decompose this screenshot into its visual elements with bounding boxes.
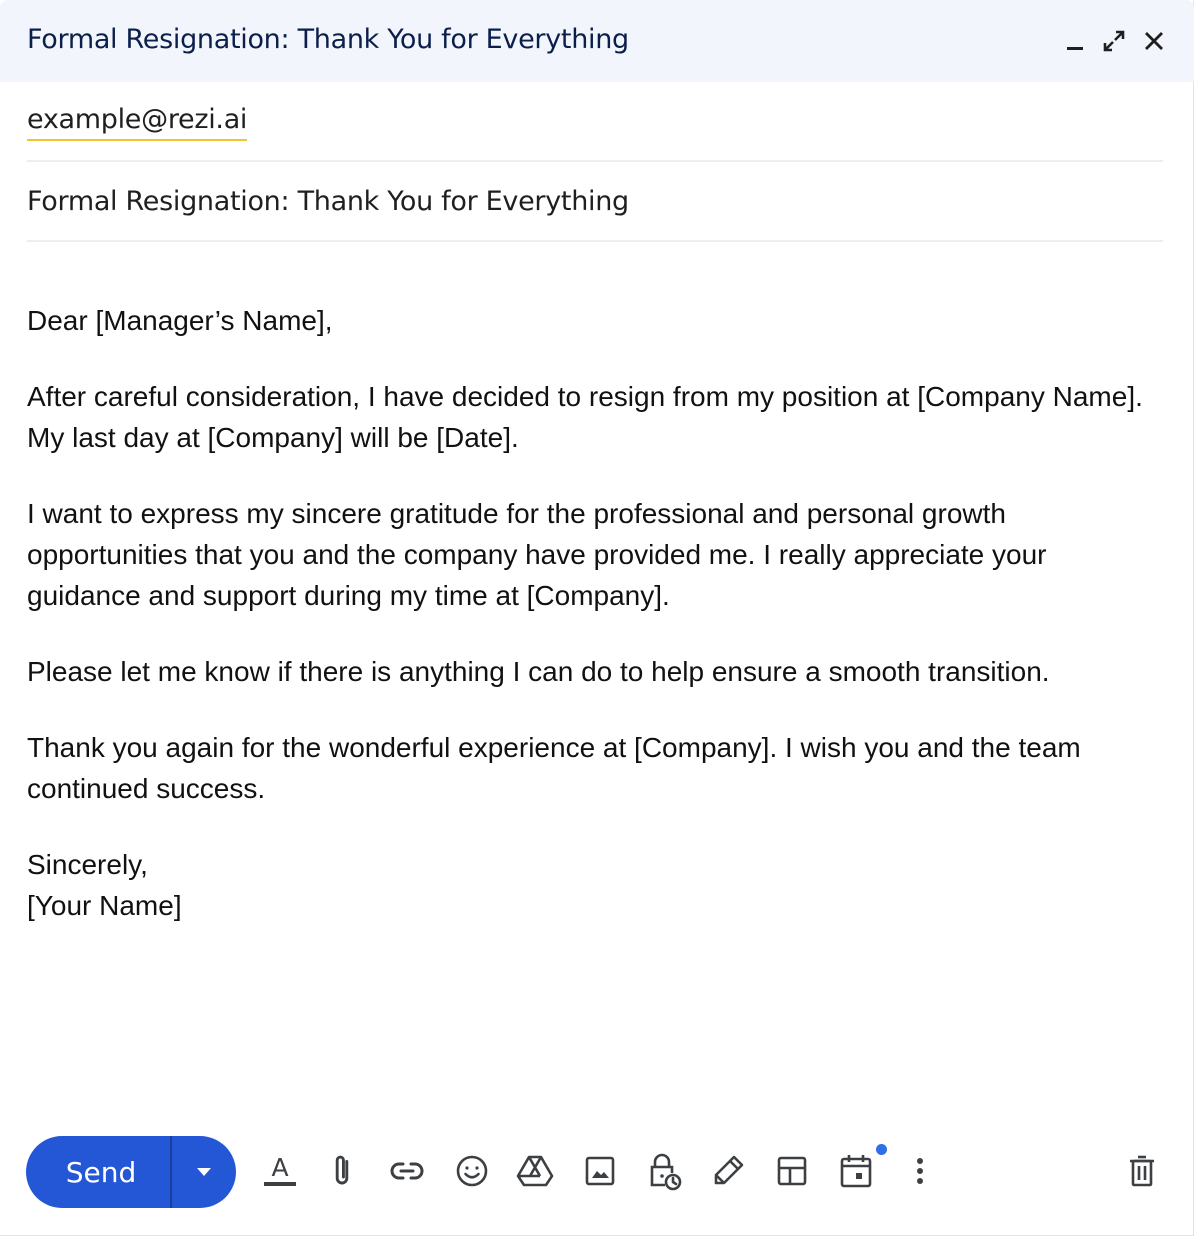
subject-field[interactable] xyxy=(27,162,1163,242)
recipient-chip[interactable]: example@rezi.ai xyxy=(27,104,247,141)
body-paragraph: After careful consideration, I have decided to resign from my position at [Company Name]. My last day at [Company] will be [Date]. xyxy=(27,381,1143,453)
message-body[interactable] xyxy=(27,300,1167,926)
confidential-icon[interactable] xyxy=(644,1150,684,1192)
drive-icon[interactable] xyxy=(515,1150,555,1192)
body-paragraph: Please let me know if there is anything I can do to help ensure a smooth transition. xyxy=(27,656,1050,687)
to-field[interactable] xyxy=(27,82,1163,162)
signature-icon[interactable] xyxy=(708,1150,748,1192)
send-button[interactable]: Send xyxy=(65,1155,137,1189)
more-options-icon[interactable] xyxy=(900,1150,940,1192)
emoji-icon[interactable] xyxy=(452,1150,492,1192)
signature: [Your Name] xyxy=(27,890,182,921)
compose-title-bar[interactable] xyxy=(0,0,1194,82)
link-icon[interactable] xyxy=(387,1150,427,1192)
close-icon[interactable] xyxy=(1139,26,1169,56)
send-options-button[interactable] xyxy=(172,1136,236,1208)
body-paragraph: I want to express my sincere gratitude for the professional and personal growth opportunities that you and the company have provided me. I really appreciate your guidance and support during my time at [Company]. xyxy=(27,498,1047,611)
body-paragraph: Thank you again for the wonderful experience at [Company]. I wish you and the team continued success. xyxy=(27,732,1081,804)
photo-icon[interactable] xyxy=(580,1150,620,1192)
layout-icon[interactable] xyxy=(772,1150,812,1192)
svg-text:A: A xyxy=(271,1153,289,1182)
delete-icon[interactable] xyxy=(1122,1150,1162,1192)
notification-dot xyxy=(876,1144,887,1155)
subject-input[interactable]: Formal Resignation: Thank You for Everything xyxy=(27,186,629,217)
expand-icon[interactable] xyxy=(1099,26,1129,56)
text-format-icon[interactable] xyxy=(260,1150,300,1192)
send-button-group xyxy=(26,1136,236,1208)
compose-title: Formal Resignation: Thank You for Everything xyxy=(27,24,629,55)
chevron-down-icon xyxy=(195,1167,213,1177)
greeting: Dear [Manager’s Name], xyxy=(27,305,333,336)
closing: Sincerely, xyxy=(27,849,148,880)
minimize-icon[interactable] xyxy=(1060,26,1090,56)
attach-icon[interactable] xyxy=(322,1150,362,1192)
schedule-icon[interactable] xyxy=(836,1150,876,1192)
compose-toolbar xyxy=(0,1130,1194,1214)
